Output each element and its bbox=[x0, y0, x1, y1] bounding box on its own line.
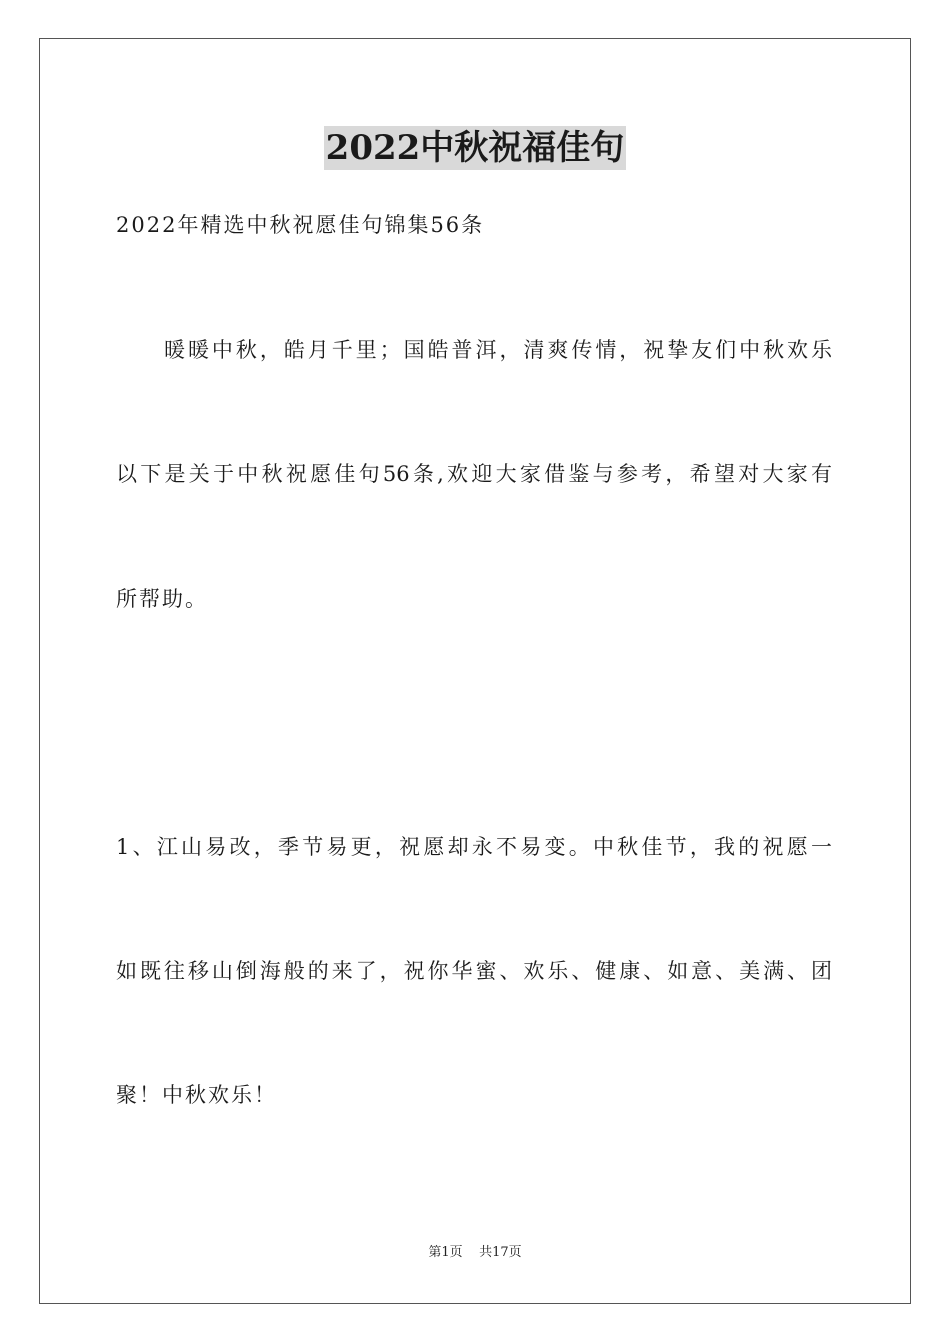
paragraph-line: 所帮助。 bbox=[116, 587, 208, 611]
list-item-line: 如既往移山倒海般的来了，祝你华蜜、欢乐、健康、如意、美满、团 bbox=[116, 959, 832, 983]
page-footer bbox=[0, 1244, 950, 1262]
paragraph-line: 暖暖中秋，皓月千里；国皓普洱，清爽传情，祝挚友们中秋欢乐 bbox=[164, 338, 832, 362]
list-item-line: 聚！中秋欢乐！ bbox=[116, 1083, 277, 1107]
list-item-line: 1、江山易改，季节易更，祝愿却永不易变。中秋佳节，我的祝愿一 bbox=[116, 835, 832, 859]
page-number: 第1页 bbox=[428, 1245, 463, 1260]
page-total: 共17页 bbox=[479, 1245, 522, 1260]
paragraph-line: 以下是关于中秋祝愿佳句56条,欢迎大家借鉴与参考，希望对大家有 bbox=[116, 462, 832, 486]
document-title: 2022中秋祝福佳句 bbox=[325, 128, 625, 168]
title-container bbox=[0, 126, 950, 170]
document-subtitle: 2022年精选中秋祝愿佳句锦集56条 bbox=[116, 213, 485, 237]
